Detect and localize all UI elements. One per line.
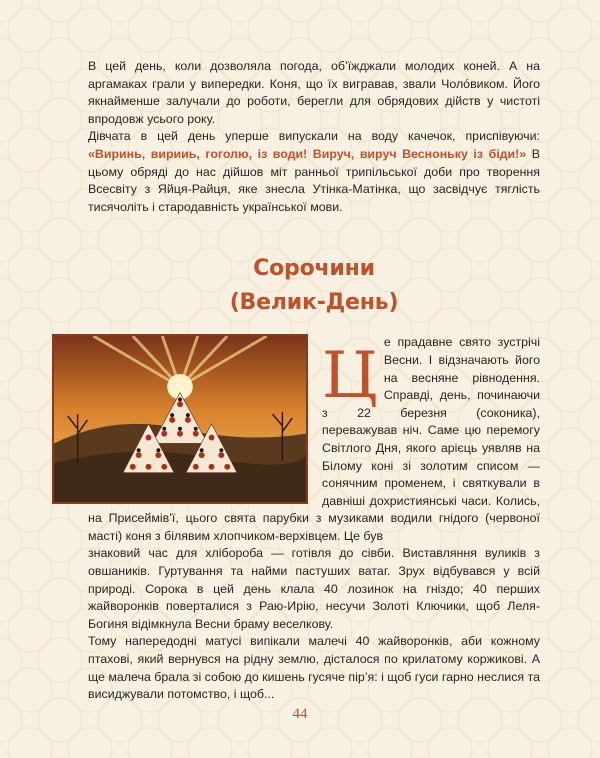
song-quote: «Виринь, вирииь, гоголю, із води! Вируч, вируч Весноньку із біди!» bbox=[88, 146, 527, 161]
section-tail-text: знаковий час для хлібороба — готівля до сівби. Виставляння вуликів з овшаників. Гуртування та найми пастуших ватаг. Зрух відбувався у всій природі. Сорока в цей день клала 40 лозинок на гніздо; 40 перших жайворонків поверталися з Раю-Ирію, несучи Золоті Ключики, щоб Леля-Богиня відімкнула Весни браму веселкову. bbox=[88, 546, 540, 631]
section-title-line-2: (Велик-День) bbox=[229, 290, 399, 316]
section-wrap-text: е прадавне свято зустрічі Весни. І відзначають його на весняне рівнодення. Справді, день, починаючи з 22 березня (соконика), переважував ніч. Саме цю перемогу Світлого Дня, якого арієць уявляв на Білому коні зі золотим списом — сонячним променем, і святкували в давніші дохристиянські часи. Колись, на Присеймів’ї, цього свята парубки з музиками водили гнідого (червоної масті) коня з білявим хлопчиком-верхівцем. Це був bbox=[88, 335, 540, 543]
folk-painting-illustration bbox=[52, 334, 308, 504]
section-title bbox=[88, 252, 540, 320]
intro-paragraph-2 bbox=[88, 128, 540, 216]
intro-paragraph-2-end: В цьому обряді до нас дійшов міт ранньої трипільської доби про творення Всесвіту з Яйця-Райця, яке знесла Утінка-Матінка, що засвідчує тяглість тисячоліть і стародавність української мови. bbox=[88, 146, 540, 214]
section-title-line-1: Сорочини bbox=[253, 256, 375, 282]
intro-paragraph-2-start: Дівчата в цей день уперше випускали на воду качечок, приспівуючи: bbox=[88, 129, 540, 144]
page-body bbox=[88, 58, 540, 704]
section-final-text: Тому напередодні матусі випікали малечі 40 жайворонків, аби кожному птахові, який вернувся на рідну землю, дісталося по крилатому коржикові. А ще малеча брала зі собою до кишень гусяче пір’я: і щоб гуси гарно неслися та висиджували потомство, і щоб... bbox=[88, 634, 540, 702]
drop-cap: Ц bbox=[322, 339, 378, 414]
page-number: 44 bbox=[292, 706, 308, 722]
intro-paragraph-1: В цей день, коли дозволяла погода, об’їжджали молодих коней. А на аргамаках грали у випередки. Коня, що їх вигравав, звали Чолóвиком. Його якнайменше залучали до роботи, берегли для обрядових дійств у чистоті впродовж усього року. bbox=[88, 59, 540, 126]
